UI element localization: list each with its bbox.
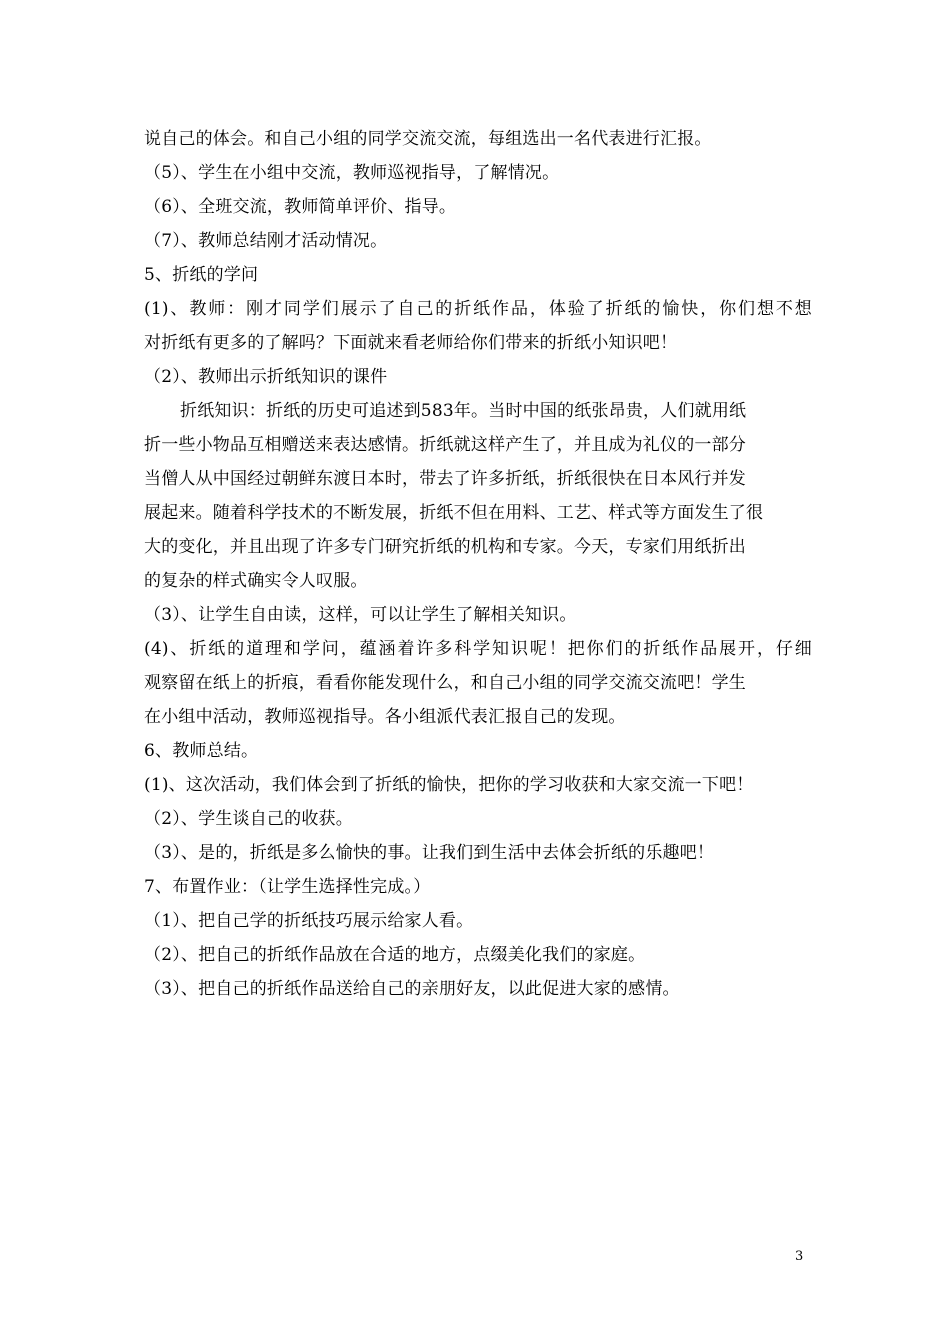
list-item: （3）、让学生自由读，这样，可以让学生了解相关知识。 xyxy=(144,605,577,625)
list-item: （2）、学生谈自己的收获。 xyxy=(144,809,353,829)
text-line: 说自己的体会。和自己小组的同学交流交流，每组选出一名代表进行汇报。 xyxy=(144,129,712,149)
paragraph-line: 折一些小物品互相赠送来表达感情。折纸就这样产生了，并且成为礼仪的一部分 xyxy=(144,435,746,455)
text-line: 对折纸有更多的了解吗？下面就来看老师给你们带来的折纸小知识吧！ xyxy=(144,333,678,353)
section-heading: 5、折纸的学问 xyxy=(144,265,259,285)
list-item: (4)、折纸的道理和学问，蕴涵着许多科学知识呢！把你们的折纸作品展开，仔细 xyxy=(144,639,812,659)
paragraph-line: 折纸知识：折纸的历史可追述到583年。当时中国的纸张昂贵，人们就用纸 xyxy=(180,401,747,421)
paragraph-line: 大的变化，并且出现了许多专门研究折纸的机构和专家。今天，专家们用纸折出 xyxy=(144,537,746,557)
list-item: （1）、把自己学的折纸技巧展示给家人看。 xyxy=(144,911,474,931)
text-line: 观察留在纸上的折痕，看看你能发现什么，和自己小组的同学交流交流吧！学生 xyxy=(144,673,746,693)
paragraph-line: 展起来。随着科学技术的不断发展，折纸不但在用料、工艺、样式等方面发生了很 xyxy=(144,503,764,523)
document-body xyxy=(144,122,812,1006)
text-line: 在小组中活动，教师巡视指导。各小组派代表汇报自己的发现。 xyxy=(144,707,626,727)
list-item: (1)、这次活动，我们体会到了折纸的愉快，把你的学习收获和大家交流一下吧！ xyxy=(144,775,754,795)
list-item: （3）、把自己的折纸作品送给自己的亲朋好友，以此促进大家的感情。 xyxy=(144,979,680,999)
page-number: 3 xyxy=(795,1249,804,1264)
section-heading: 7、布置作业：（让学生选择性完成。） xyxy=(144,877,431,897)
list-item: （3）、是的，折纸是多么愉快的事。让我们到生活中去体会折纸的乐趣吧！ xyxy=(144,843,715,863)
list-item: （7）、教师总结刚才活动情况。 xyxy=(144,231,388,251)
list-item: （2）、教师出示折纸知识的课件 xyxy=(144,367,388,387)
paragraph-line: 当僧人从中国经过朝鲜东渡日本时，带去了许多折纸，折纸很快在日本风行并发 xyxy=(144,469,746,489)
paragraph-line: 的复杂的样式确实令人叹服。 xyxy=(144,571,368,591)
list-item: （5）、学生在小组中交流，教师巡视指导，了解情况。 xyxy=(144,163,560,183)
list-item: （2）、把自己的折纸作品放在合适的地方，点缀美化我们的家庭。 xyxy=(144,945,646,965)
list-item: (1)、教师：刚才同学们展示了自己的折纸作品，体验了折纸的愉快，你们想不想 xyxy=(144,299,812,319)
section-heading: 6、教师总结。 xyxy=(144,741,259,761)
list-item: （6）、全班交流，教师简单评价、指导。 xyxy=(144,197,457,217)
